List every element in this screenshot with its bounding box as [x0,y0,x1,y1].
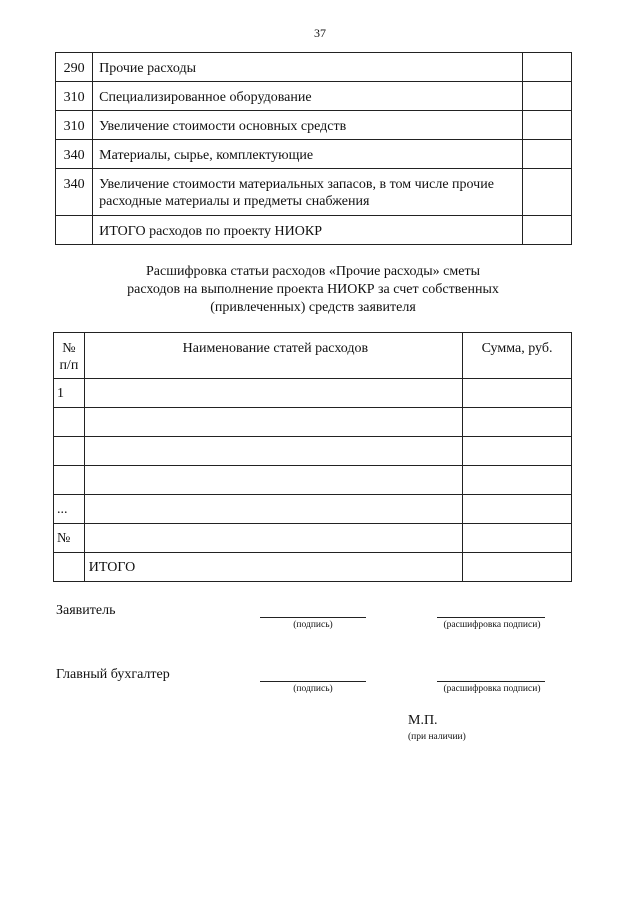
table-row [56,111,572,140]
stamp-note: (при наличии) [408,732,466,742]
row-name [84,466,462,495]
table-header-row [54,333,572,379]
row-number [54,466,85,495]
expense-sum [522,82,571,111]
row-name [84,379,462,408]
table-row [56,140,572,169]
expense-description: Прочие расходы [93,53,523,82]
accountant-decode-hint: (расшифровка подписи) [443,684,541,694]
expense-description: Увеличение стоимости материальных запасов, в том числе прочие расходные материалы и предметы снабжения [93,169,523,216]
expense-code [56,216,93,245]
applicant-decode-hint: (расшифровка подписи) [443,620,541,630]
caption-line: расходов на выполнение проекта НИОКР за счет собственных [127,282,499,297]
other-expenses-breakdown-table [53,332,572,582]
expense-description: Материалы, сырье, комплектующие [93,140,523,169]
expense-sum [522,53,571,82]
expense-sum [522,140,571,169]
row-number [54,553,85,582]
accountant-signature-line [260,681,366,682]
applicant-decode-line [437,617,545,618]
row-number: ... [54,495,85,524]
expense-sum [522,111,571,140]
expense-code: 340 [56,140,93,169]
table-row [54,466,572,495]
accountant-decode-line [437,681,545,682]
row-number: № [54,524,85,553]
row-name [84,495,462,524]
caption-line: (привлеченных) средств заявителя [210,300,416,315]
row-number: 1 [54,379,85,408]
expense-code: 340 [56,169,93,216]
column-header-number [54,333,85,379]
table-row [54,379,572,408]
row-sum [463,553,572,582]
applicant-signature-hint: (подпись) [293,620,333,630]
table-row [56,82,572,111]
expense-codes-table [55,52,572,245]
table-row [56,216,572,245]
expense-total-label: ИТОГО расходов по проекту НИОКР [93,216,523,245]
expense-code: 290 [56,53,93,82]
chief-accountant-label: Главный бухгалтер [56,667,170,682]
row-name [84,408,462,437]
row-sum [463,379,572,408]
column-header-name: Наименование статей расходов [84,333,462,379]
row-sum [463,495,572,524]
expense-sum [522,169,571,216]
expense-description: Увеличение стоимости основных средств [93,111,523,140]
expense-description: Специализированное оборудование [93,82,523,111]
row-number [54,437,85,466]
table-row [54,524,572,553]
expense-sum [522,216,571,245]
table-row [56,53,572,82]
table-row [56,169,572,216]
applicant-signature-line [260,617,366,618]
expense-code: 310 [56,111,93,140]
caption-line: Расшифровка статьи расходов «Прочие расходы» сметы [145,264,480,279]
header-text: № [62,341,76,356]
row-name [84,524,462,553]
row-name [84,437,462,466]
table-row [54,408,572,437]
accountant-signature-hint: (подпись) [293,684,333,694]
page-number: 37 [314,26,326,40]
expense-code: 310 [56,82,93,111]
row-sum [463,524,572,553]
applicant-label: Заявитель [56,603,116,618]
row-number [54,408,85,437]
header-text: п/п [59,358,79,373]
row-sum [463,466,572,495]
stamp-label: М.П. [408,713,438,728]
row-total-label: ИТОГО [84,553,462,582]
table-row [54,437,572,466]
table-total-row [54,553,572,582]
column-header-sum: Сумма, руб. [463,333,572,379]
row-sum [463,408,572,437]
table-row [54,495,572,524]
section-caption [0,263,626,317]
row-sum [463,437,572,466]
